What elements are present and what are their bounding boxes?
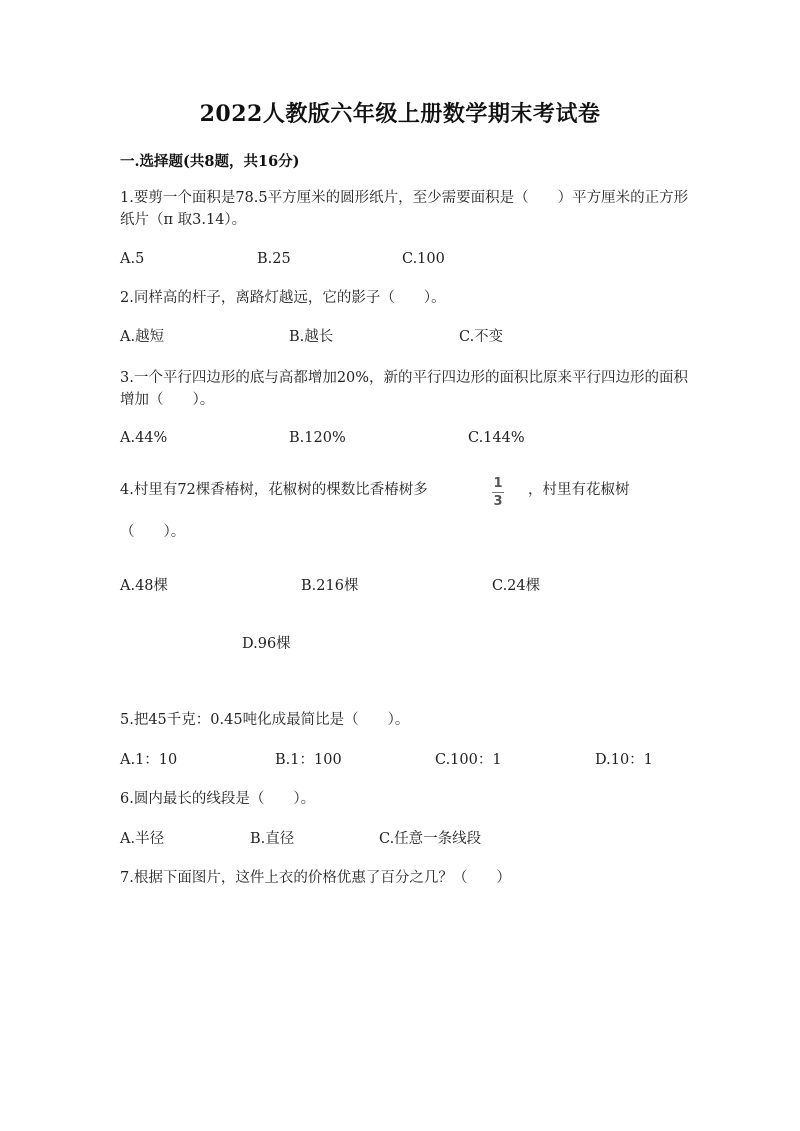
question-4-tail: ，村里有花椒树	[528, 482, 630, 498]
q6-option-a[interactable]: A.半径	[120, 831, 165, 847]
q3-option-c[interactable]: C.144%	[468, 430, 525, 446]
question-4: 4.村里有72棵香椿树，花椒树的棵数比香椿树多	[120, 482, 428, 498]
q4-option-d[interactable]: D.96棵	[242, 636, 291, 652]
q5-option-d[interactable]: D.10：1	[595, 752, 653, 768]
q4-option-b[interactable]: B.216棵	[301, 578, 359, 594]
question-6: 6.圆内最长的线段是（ ）。	[120, 791, 316, 807]
q5-option-c[interactable]: C.100：1	[435, 752, 502, 768]
q1-option-b[interactable]: B.25	[257, 251, 291, 267]
fraction-numerator: 1	[493, 476, 503, 491]
q5-option-a[interactable]: A.1：10	[120, 752, 178, 768]
q5-option-b[interactable]: B.1：100	[275, 752, 342, 768]
q1-option-c[interactable]: C.100	[402, 251, 445, 267]
question-1: 1.要剪一个面积是78.5平方厘米的圆形纸片，至少需要面积是（ ）平方厘米的正方形纸片（π 取3.14）。	[120, 190, 689, 228]
q3-option-b[interactable]: B.120%	[289, 430, 346, 446]
q2-option-a[interactable]: A.越短	[120, 329, 165, 345]
section-heading: 一.选择题(共8题，共16分)	[120, 153, 300, 170]
q4-option-a[interactable]: A.48棵	[120, 578, 169, 594]
question-3: 3.一个平行四边形的底与高都增加20%，新的平行四边形的面积比原来平行四边形的面积增加（ ）。	[120, 370, 689, 408]
q3-option-a[interactable]: A.44%	[120, 430, 168, 446]
fraction-denominator: 3	[493, 494, 503, 509]
exam-title: 2022人教版六年级上册数学期末考试卷	[199, 101, 601, 127]
q4-option-c[interactable]: C.24棵	[492, 578, 541, 594]
q6-option-c[interactable]: C.任意一条线段	[379, 831, 482, 847]
q2-option-b[interactable]: B.越长	[289, 329, 334, 345]
fraction-one-third	[490, 477, 506, 509]
q1-option-a[interactable]: A.5	[120, 251, 145, 267]
question-2: 2.同样高的杆子，离路灯越远，它的影子（ ）。	[120, 290, 446, 306]
fraction-bar	[492, 492, 504, 493]
question-7: 7.根据下面图片，这件上衣的价格优惠了百分之几？（ ）	[120, 870, 511, 886]
q2-option-c[interactable]: C.不变	[459, 329, 504, 345]
q6-option-b[interactable]: B.直径	[250, 831, 295, 847]
question-5: 5.把45千克：0.45吨化成最简比是（ ）。	[120, 712, 410, 728]
question-4-line2: （ ）。	[120, 524, 186, 540]
